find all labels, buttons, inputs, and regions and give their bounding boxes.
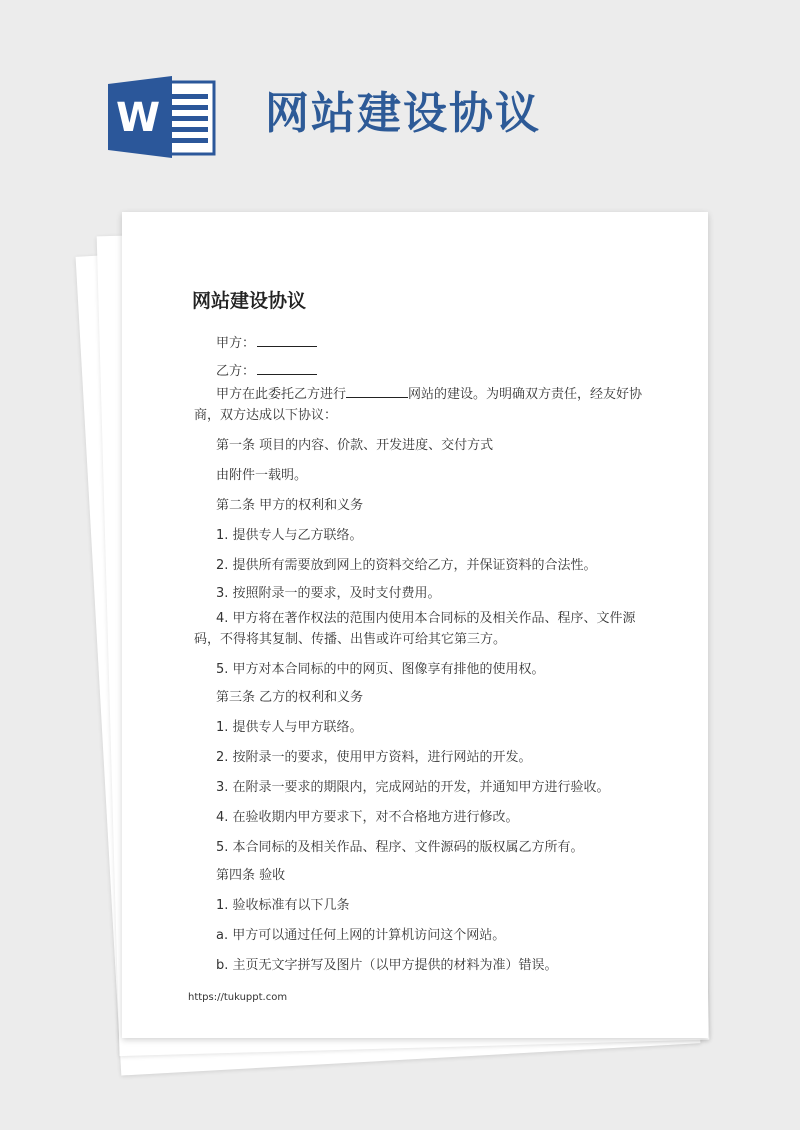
banner-title: 网站建设协议 bbox=[265, 88, 541, 139]
article-2-title: 第二条 甲方的权利和义务 bbox=[216, 498, 364, 513]
list-item bbox=[216, 658, 545, 677]
article-1-text: 由附件一载明。 bbox=[216, 468, 308, 483]
item-number: a. bbox=[216, 928, 229, 943]
item-text: 提供专人与乙方联络。 bbox=[232, 528, 363, 543]
party-b-line bbox=[216, 360, 317, 379]
word-document-icon bbox=[108, 76, 216, 158]
party-b-label: 乙方： bbox=[216, 364, 256, 379]
list-item bbox=[194, 608, 644, 650]
website-name-blank bbox=[346, 387, 408, 398]
item-number: 3. bbox=[216, 780, 229, 795]
item-text: 按照附录一的要求，及时支付费用。 bbox=[232, 586, 441, 601]
item-number: 2. bbox=[216, 750, 229, 765]
intro-text-after: 网站的建设。为明确双方责任，经友好协商，双方达成以下协议： bbox=[194, 387, 643, 423]
item-text: 甲方将在著作权法的范围内使用本合同标的及相关作品、程序、文件源码，不得将其复制、传播、出售或许可给其它第三方。 bbox=[194, 611, 636, 647]
word-icon-letter: W bbox=[115, 95, 161, 141]
banner bbox=[0, 0, 800, 200]
list-item bbox=[216, 836, 584, 855]
party-a-line bbox=[216, 332, 317, 351]
list-item bbox=[216, 582, 441, 601]
party-a-label: 甲方： bbox=[216, 336, 256, 351]
item-number: b. bbox=[216, 958, 229, 973]
list-item bbox=[216, 524, 363, 543]
item-number: 3. bbox=[216, 586, 229, 601]
list-item bbox=[216, 554, 597, 573]
article-4-title: 第四条 验收 bbox=[216, 868, 286, 883]
item-text: 提供专人与甲方联络。 bbox=[232, 720, 363, 735]
party-a-blank bbox=[257, 336, 317, 347]
item-number: 1. bbox=[216, 898, 229, 913]
item-text: 在验收期内甲方要求下，对不合格地方进行修改。 bbox=[232, 810, 519, 825]
footer-url: https://tukuppt.com bbox=[188, 992, 288, 1003]
item-text: 按附录一的要求，使用甲方资料，进行网站的开发。 bbox=[232, 750, 532, 765]
item-text: 在附录一要求的期限内，完成网站的开发，并通知甲方进行验收。 bbox=[232, 780, 610, 795]
list-item bbox=[216, 806, 519, 825]
item-number: 1. bbox=[216, 528, 229, 543]
item-text: 主页无文字拼写及图片（以甲方提供的材料为准）错误。 bbox=[232, 958, 558, 973]
article-3-title: 第三条 乙方的权利和义务 bbox=[216, 690, 364, 705]
item-number: 5. bbox=[216, 840, 229, 855]
list-item bbox=[216, 894, 350, 913]
item-text: 本合同标的及相关作品、程序、文件源码的版权属乙方所有。 bbox=[232, 840, 584, 855]
document-page bbox=[122, 212, 708, 1038]
item-text: 甲方可以通过任何上网的计算机访问这个网站。 bbox=[232, 928, 506, 943]
item-number: 1. bbox=[216, 720, 229, 735]
item-number: 2. bbox=[216, 558, 229, 573]
list-item bbox=[216, 924, 505, 943]
party-b-blank bbox=[257, 364, 317, 375]
list-item bbox=[216, 746, 532, 765]
list-item bbox=[216, 716, 363, 735]
item-number: 5. bbox=[216, 662, 229, 677]
item-text: 验收标准有以下几条 bbox=[232, 898, 350, 913]
intro-text-before: 甲方在此委托乙方进行 bbox=[216, 387, 347, 402]
item-text: 提供所有需要放到网上的资料交给乙方，并保证资料的合法性。 bbox=[232, 558, 597, 573]
list-item bbox=[216, 954, 558, 973]
document-title: 网站建设协议 bbox=[192, 290, 307, 312]
item-number: 4. bbox=[216, 810, 229, 825]
item-number: 4. bbox=[216, 611, 229, 626]
article-1-title: 第一条 项目的内容、价款、开发进度、交付方式 bbox=[216, 438, 494, 453]
item-text: 甲方对本合同标的中的网页、图像享有排他的使用权。 bbox=[232, 662, 545, 677]
list-item bbox=[216, 776, 610, 795]
intro-paragraph bbox=[194, 384, 644, 426]
